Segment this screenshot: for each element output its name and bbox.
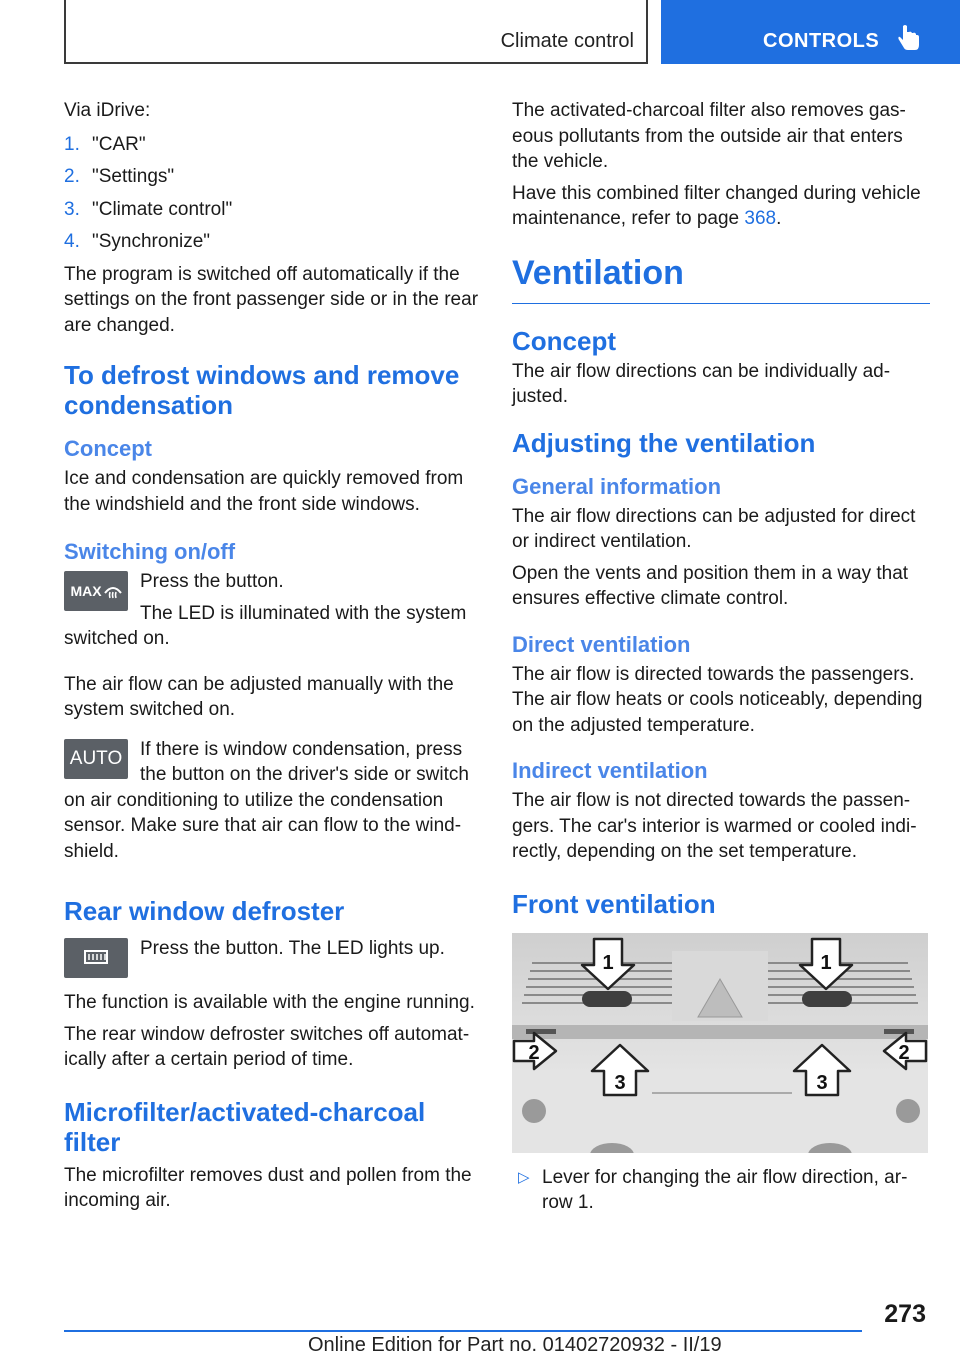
footer-rule: [64, 1330, 862, 1332]
arrow-label: 2: [898, 1041, 910, 1064]
list-item: 3. "Climate control": [64, 198, 233, 220]
general-text-2: Open the vents and position them in a way that ensures effective climate control.: [512, 562, 909, 609]
list-item: 4. "Synchronize": [64, 231, 211, 252]
arrow-label: 1: [602, 951, 614, 974]
arrow-label: 2: [528, 1041, 540, 1064]
indirect-vent-text: The air flow is not directed towards the passen‐gers. The car's interior is warmed or cooled indi‐rectly, depending on the set temperature.: [512, 790, 917, 862]
rear-auto-off: The rear window defroster switches off automat‐ically after a certain period of time.: [64, 1023, 470, 1070]
general-info-heading: General information: [512, 473, 722, 499]
triangle-bullet-icon: ▷: [518, 1168, 530, 1186]
auto-block: [64, 737, 480, 871]
arrow-label: 3: [816, 1071, 828, 1094]
front-vent-figure: [512, 933, 928, 1153]
ventilation-heading: Ventilation: [512, 254, 930, 304]
concept-heading: Concept: [64, 436, 152, 461]
left-column: [64, 98, 480, 1220]
front-vent-heading: Front ventilation: [512, 888, 716, 919]
hand-pointer-icon: [897, 24, 921, 57]
auto-button-icon: AUTO: [64, 739, 128, 779]
rear-engine: The function is available with the engine running.: [64, 992, 475, 1013]
right-column: [512, 98, 930, 1216]
concept-text: Ice and condensation are quickly removed from the windshield and the front side windows.: [64, 468, 464, 515]
microfilter-heading: Microfilter/activated-charcoal filter: [64, 1096, 426, 1157]
max-defrost-button-icon: MAX: [64, 571, 128, 611]
rear-defroster-heading: Rear window defroster: [64, 896, 345, 926]
charcoal-maintenance: Have this combined filter changed during vehicle maintenance, refer to page 368.: [512, 182, 921, 229]
list-item: ▷ Lever for changing the air flow direction, ar‐row 1.: [518, 1166, 908, 1213]
idrive-steps: [64, 132, 480, 255]
switch-press: Press the button.: [140, 571, 284, 592]
arrow-label: 3: [614, 1071, 626, 1094]
switch-manual: The air flow can be adjusted manually with the system switched on.: [64, 673, 454, 720]
charcoal-text: The activated-charcoal filter also removes gas‐eous pollutants from the outside air that enters the vehicle.: [512, 100, 906, 172]
direct-vent-text: The air flow is directed towards the passengers. The air flow heats or cools noticeably, depending on the adjusted temperature.: [512, 663, 923, 736]
rear-defroster-button-icon: [64, 938, 128, 978]
edition-text: Online Edition for Part no. 01402720932 - II/19: [308, 1334, 722, 1356]
vent-concept-heading: Concept: [512, 325, 616, 356]
page-link[interactable]: 368: [744, 208, 777, 229]
page-number: 273: [884, 1300, 926, 1328]
header-tab-label: CONTROLS: [763, 30, 880, 52]
idrive-intro: Via iDrive:: [64, 100, 151, 121]
auto-text: If there is window condensation, press the button on the driver's side or switch on air conditioning to utilize the condensation sensor. Make sure that air can flow to the wind‐shield.: [64, 738, 469, 862]
header-section-title: Climate control: [500, 30, 634, 52]
sync-note: The program is switched off automatically if the settings on the front passenger side or in the rear are changed.: [64, 263, 479, 336]
general-text-1: The air flow directions can be adjusted for direct or indirect ventilation.: [512, 505, 916, 552]
adjusting-heading: Adjusting the ventilation: [512, 427, 816, 458]
list-item: 2. "Settings": [64, 166, 175, 187]
rear-defroster-block: [64, 936, 480, 980]
direct-vent-heading: Direct ventilation: [512, 631, 691, 657]
switching-heading: Switching on/off: [64, 539, 236, 564]
max-defrost-block: [64, 569, 480, 658]
defrost-heading: To defrost windows and remove condensation: [64, 360, 460, 420]
microfilter-text: The microfilter removes dust and pollen from the incoming air.: [64, 1164, 472, 1211]
vent-concept-text: The air flow directions can be individually ad‐justed.: [512, 360, 891, 407]
indirect-vent-heading: Indirect ventilation: [512, 758, 708, 783]
header-section-box: [64, 0, 648, 64]
arrow-label: 1: [820, 951, 832, 974]
rear-press: Press the button. The LED lights up.: [140, 938, 445, 959]
header-controls-tab[interactable]: [661, 0, 960, 64]
switch-led: The LED is illuminated with the system switched on.: [64, 602, 467, 649]
list-item: 1. "CAR": [64, 133, 146, 155]
